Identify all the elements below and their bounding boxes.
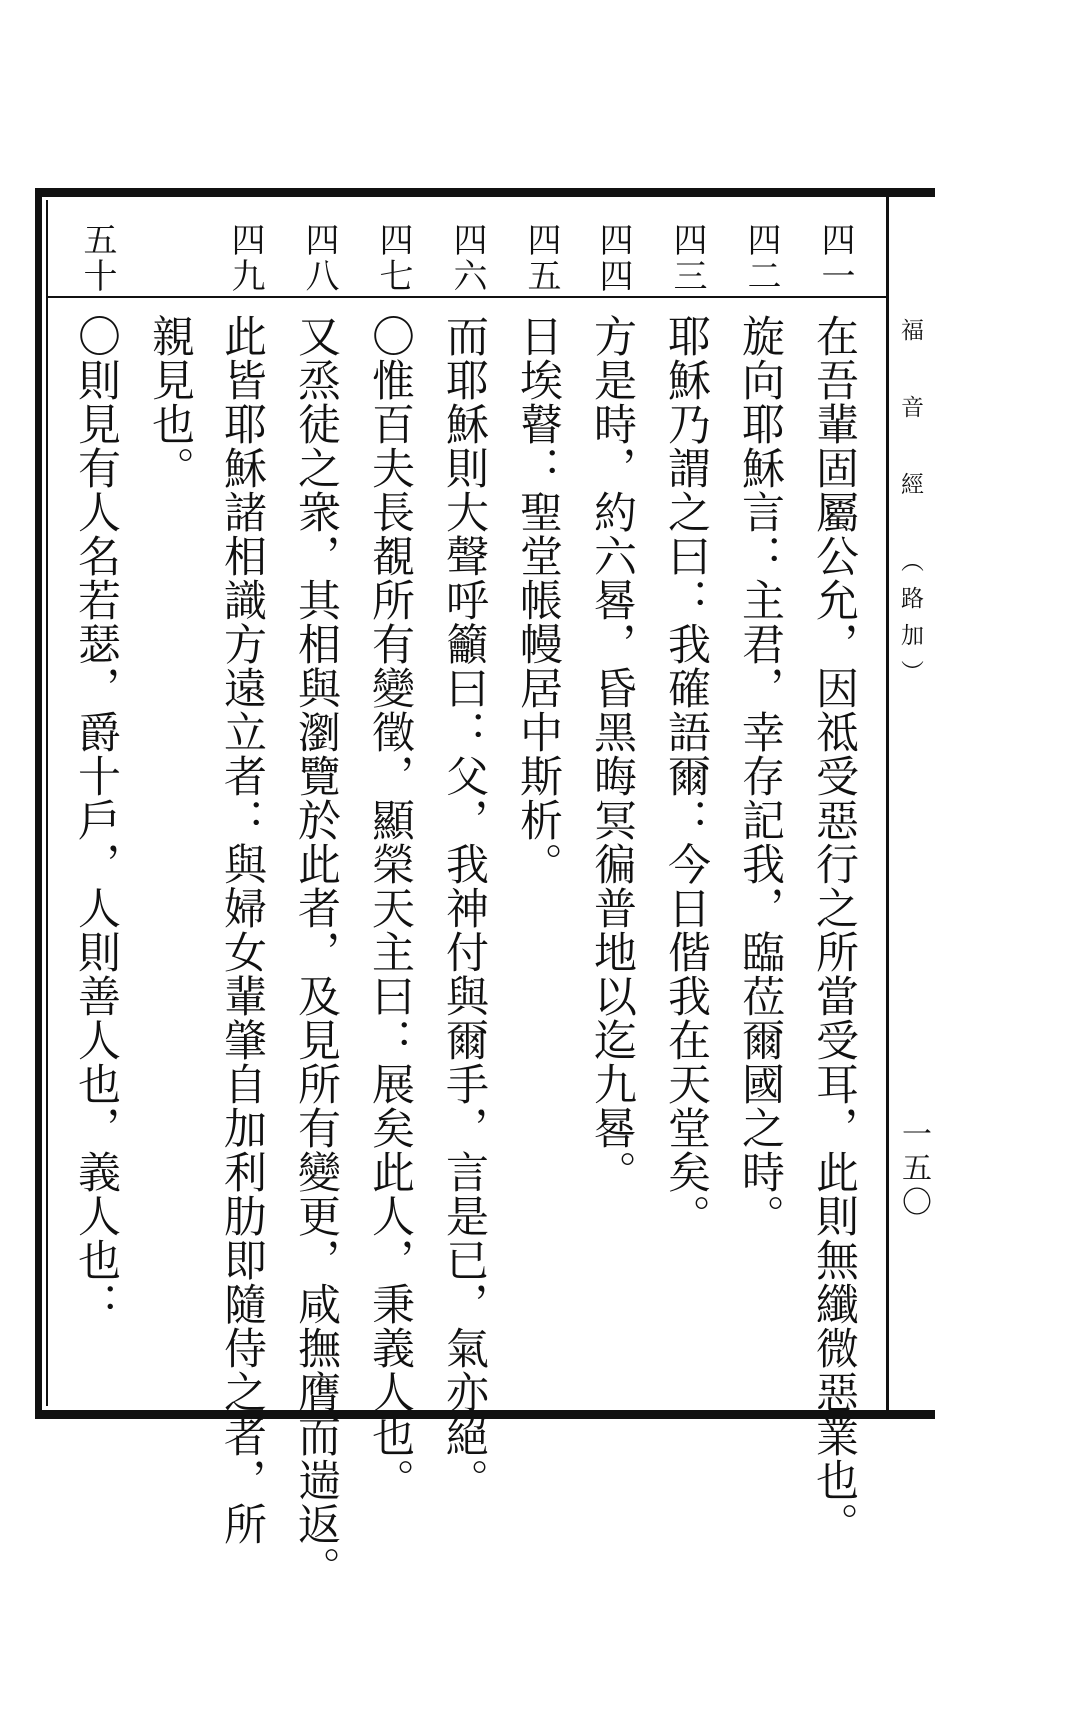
top-border-thick bbox=[35, 188, 935, 197]
verse-text: 方是時，約六晷，昏黑晦冥徧普地以迄九晷。 bbox=[587, 314, 637, 1194]
verse-number: 四一 bbox=[815, 222, 855, 294]
page-number: 一五〇 bbox=[896, 1118, 931, 1220]
verse-text: 而耶穌則大聲呼籲曰：父，我神付與爾手，言是已，氣亦絕。 bbox=[439, 314, 489, 1502]
verse-number: 四四 bbox=[593, 222, 633, 294]
verse-text: 耶穌乃謂之曰：我確語爾：今日偕我在天堂矣。 bbox=[661, 314, 711, 1238]
verse-number: 四二 bbox=[741, 222, 781, 294]
book-title: 福 音 經 （路加） bbox=[897, 318, 923, 697]
verse-text-continuation: 親見也。 bbox=[145, 314, 195, 490]
verse-number: 四三 bbox=[667, 222, 707, 294]
verse-number: 四七 bbox=[373, 222, 413, 294]
verse-number: 四五 bbox=[521, 222, 561, 294]
verse-text: 〇則見有人名若瑟，爵十戶，人則善人也，義人也： bbox=[71, 314, 121, 1326]
verse-text: 又烝徒之衆，其相與瀏覽於此者，及見所有變更，咸撫膺而遄返。 bbox=[291, 314, 341, 1590]
verse-text: 在吾輩固屬公允，因祗受惡行之所當受耳，此則無纖微惡業也。 bbox=[809, 314, 859, 1546]
verse-number: 五十 bbox=[77, 222, 117, 294]
right-border bbox=[886, 188, 889, 1419]
verse-text: 旋向耶穌言：主君，幸存記我，臨莅爾國之時。 bbox=[735, 314, 785, 1238]
left-border-thin bbox=[46, 200, 48, 1406]
left-border-thick bbox=[35, 188, 42, 1419]
verse-text: 日埃瞽：聖堂帳幔居中斯析。 bbox=[513, 314, 563, 886]
verse-text: 〇惟百夫長覩所有變徵，顯榮天主曰：展矣此人，秉義人也。 bbox=[365, 314, 415, 1502]
verse-number: 四六 bbox=[447, 222, 487, 294]
verse-text: 此皆耶穌諸相識方遠立者：與婦女輩肇自加利肋即隨侍之者，所 bbox=[217, 314, 267, 1546]
verse-number: 四八 bbox=[299, 222, 339, 294]
header-divider bbox=[46, 296, 888, 298]
verse-number: 四九 bbox=[225, 222, 265, 294]
